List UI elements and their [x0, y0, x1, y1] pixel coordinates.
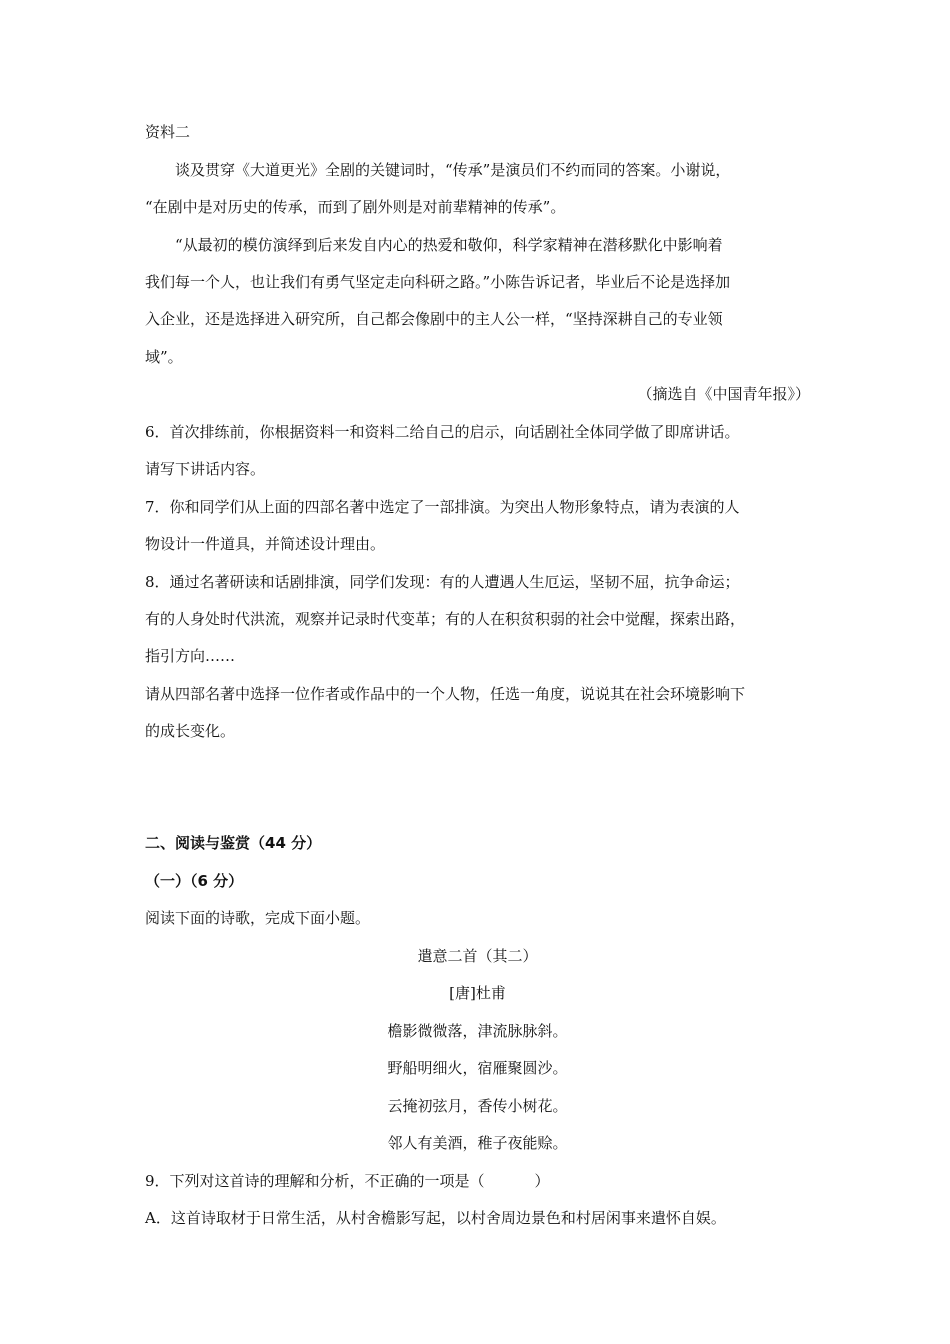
material-two-paragraph-2-line-4: 域”。 [145, 348, 183, 366]
poem-line-1: 檐影微微落，津流脉脉斜。 [387, 1022, 568, 1040]
material-two-source: （摘选自《中国青年报》） [637, 385, 810, 403]
material-two-paragraph-1-line-2: “在剧中是对历史的传承，而到了剧外则是对前辈精神的传承”。 [145, 198, 566, 216]
question-8-line-2: 有的人身处时代洪流，观察并记录时代变革；有的人在积贫积弱的社会中觉醒，探索出路， [145, 610, 746, 628]
question-9-stem-text: 9．下列对这首诗的理解和分析，不正确的一项是（ [145, 1172, 485, 1190]
question-8-line-1: 8．通过名著研读和话剧排演，同学们发现：有的人遭遇人生厄运，坚韧不屈，抗争命运； [145, 573, 740, 591]
question-8-line-5: 的成长变化。 [145, 722, 236, 740]
material-two-paragraph-2-line-3: 入企业，还是选择进入研究所，自己都会像剧中的主人公一样，“坚持深耕自己的专业领 [145, 310, 723, 328]
question-9-stem [145, 1171, 810, 1191]
question-6-line-1: 6．首次排练前，你根据资料一和资料二给自己的启示，向话剧社全体同学做了即席讲话。 [145, 423, 740, 441]
poem-line-3: 云掩初弦月，香传小树花。 [387, 1097, 568, 1115]
poem-title: 遣意二首（其二） [417, 947, 538, 965]
poem-line-2: 野船明细火，宿雁聚圆沙。 [387, 1059, 568, 1077]
poem-line-4: 邻人有美酒，稚子夜能赊。 [387, 1134, 568, 1152]
question-6-line-2: 请写下讲话内容。 [145, 460, 266, 478]
question-8-line-4: 请从四部名著中选择一位作者或作品中的一个人物，任选一角度，说说其在社会环境影响下 [145, 685, 746, 703]
question-9-option-a: A．这首诗取材于日常生活，从村舍檐影写起，以村舍周边景色和村居闲事来遣怀自娱。 [145, 1209, 726, 1227]
question-8-line-3: 指引方向…… [145, 647, 236, 665]
material-two-paragraph-1-line-1: 谈及贯穿《大道更光》全剧的关键词时，“传承”是演员们不约而同的答案。小谢说， [175, 161, 731, 179]
poem-author: [唐]杜甫 [449, 984, 506, 1002]
section-two-part-1: （一）（6 分） [145, 872, 244, 890]
section-two-instruction: 阅读下面的诗歌，完成下面小题。 [145, 909, 371, 927]
section-two-title: 二、阅读与鉴赏（44 分） [145, 834, 322, 852]
question-9-stem-close: ） [534, 1172, 550, 1190]
material-two-paragraph-2-line-2: 我们每一个人，也让我们有勇气坚定走向科研之路。”小陈告诉记者，毕业后不论是选择加 [145, 273, 731, 291]
material-two-heading: 资料二 [145, 123, 191, 141]
material-two-paragraph-2-line-1: “从最初的模仿演绎到后来发自内心的热爱和敬仰，科学家精神在潜移默化中影响着 [175, 236, 723, 254]
question-7-line-1: 7．你和同学们从上面的四部名著中选定了一部排演。为突出人物形象特点，请为表演的人 [145, 498, 740, 516]
question-7-line-2: 物设计一件道具，并简述设计理由。 [145, 535, 386, 553]
